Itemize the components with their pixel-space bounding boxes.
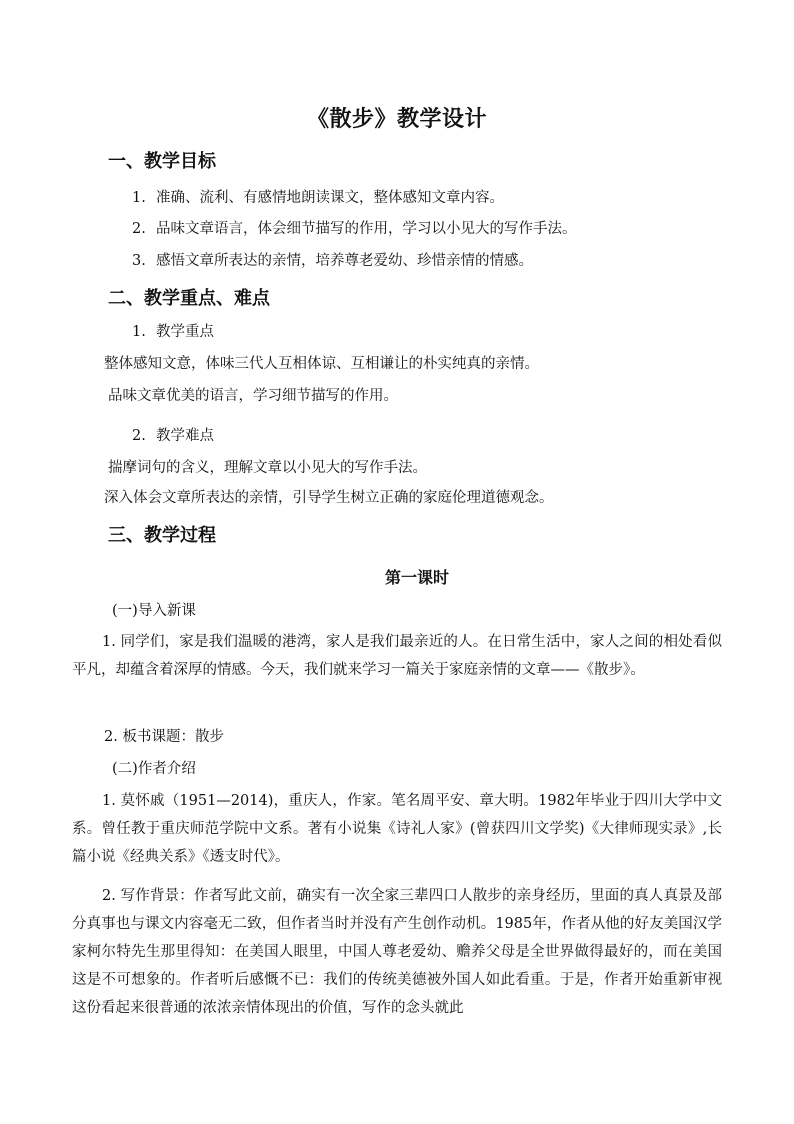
goal-item-text: 准确、流利、有感情地朗读课文，整体感知文章内容。 — [156, 190, 504, 206]
difficult-point-title: 教学难点 — [156, 428, 214, 444]
blackboard-title-line: 2. 板书课题：散步 — [104, 729, 224, 745]
section-heading-key-points: 二、教学重点、难点 — [108, 288, 270, 309]
goal-item — [132, 186, 504, 207]
key-point-line: 整体感知文意，体味三代人互相体谅、互相谦让的朴实纯真的亲情。 — [104, 356, 539, 372]
part-label-author: (二)作者介绍 — [112, 761, 196, 777]
goal-item-number: 1. — [132, 190, 146, 206]
key-point-number: 1. — [132, 324, 146, 340]
part-label-intro: (一)导入新课 — [112, 603, 196, 619]
paragraph-author — [72, 787, 722, 871]
difficult-point-line: 揣摩词句的含义，理解文章以小见大的写作手法。 — [108, 460, 427, 476]
key-point-label — [132, 320, 214, 341]
paragraph-intro — [72, 628, 722, 684]
key-point-title: 教学重点 — [156, 324, 214, 340]
goal-item — [132, 217, 577, 238]
section-heading-teaching-process: 三、教学过程 — [108, 525, 216, 546]
goal-item-text: 感悟文章所表达的亲情，培养尊老爱幼、珍惜亲情的情感。 — [156, 253, 533, 269]
paragraph-author-text: 1. 莫怀戚（1951—2014)，重庆人，作家。笔名周平安、章大明。1982年毕业于四川大学中文系。曾任教于重庆师范学院中文系。著有小说集《诗礼人家》(曾获四川文学奖)《大律师现实录》,长篇小说《经典关系》《透支时代》。 — [72, 793, 722, 865]
difficult-point-number: 2. — [132, 428, 146, 444]
paragraph-background — [72, 882, 722, 1022]
goal-item-number: 3. — [132, 253, 146, 269]
goal-item-number: 2. — [132, 221, 146, 237]
section-heading-teaching-goals: 一、教学目标 — [108, 151, 216, 172]
lesson-title: 第一课时 — [384, 568, 449, 587]
document-title: 《散步》教学设计 — [306, 107, 487, 132]
paragraph-background-text: 2. 写作背景：作者写此文前，确实有一次全家三辈四口人散步的亲身经历，里面的真人真景及部分真事也与课文内容毫无二致，但作者当时并没有产生创作动机。1985年，作者从他的好友美国汉学家柯尔特先生那里得知：在美国人眼里，中国人尊老爱幼、赡养父母是全世界做得最好的，而在美国这是不可想象的。作者听后感慨不已：我们的传统美德被外国人如此看重。于是，作者开始重新审视这份看起来很普通的浓浓亲情体现出的价值，写作的念头就此 — [72, 888, 722, 1016]
goal-item — [132, 249, 533, 270]
difficult-point-label — [132, 424, 214, 445]
difficult-point-line: 深入体会文章所表达的亲情，引导学生树立正确的家庭伦理道德观念。 — [104, 490, 554, 506]
paragraph-intro-text: 1. 同学们，家是我们温暖的港湾，家人是我们最亲近的人。在日常生活中，家人之间的相处看似平凡，却蕴含着深厚的情感。今天，我们就来学习一篇关于家庭亲情的文章——《散步》。 — [72, 634, 722, 678]
goal-item-text: 品味文章语言，体会细节描写的作用，学习以小见大的写作手法。 — [156, 221, 577, 237]
key-point-line: 品味文章优美的语言，学习细节描写的作用。 — [108, 388, 398, 404]
